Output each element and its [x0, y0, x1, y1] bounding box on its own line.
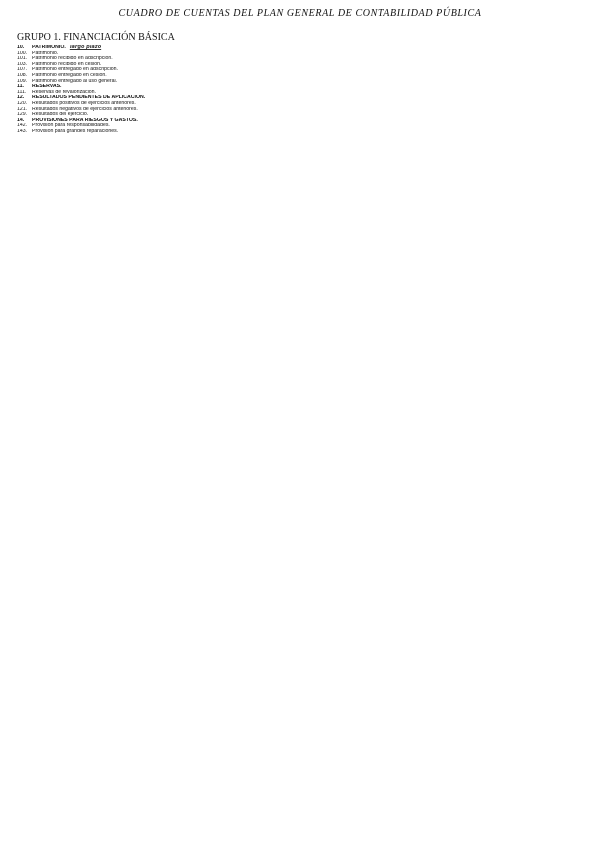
group-1-title: GRUPO 1. FINANCIACIÓN BÁSICA — [17, 32, 175, 43]
account-entry: 143. Provisión para grandes reparaciones. — [17, 128, 119, 134]
account-entry: 14. PROVISIONES PARA RIESGOS Y GASTOS. — [17, 117, 138, 123]
account-entry: 12. RESULTADOS PENDIENTES DE APLICACIÓN. — [17, 95, 146, 101]
account-entry: 101. Patrimonio recibido en adscripción. — [17, 56, 113, 62]
account-entry: 108. Patrimonio entregado en cesión. — [17, 72, 107, 78]
handwritten-annotation: largo plazo — [69, 45, 102, 50]
column-1 — [17, 32, 207, 135]
account-entry: 120. Resultados positivos de ejercicios anteriores. — [17, 100, 136, 106]
account-entry: 121. Resultados negativos de ejercicios anteriores. — [17, 106, 138, 112]
account-entry: 10. PATRIMONIO. largo plazo — [17, 45, 102, 50]
page-title: CUADRO DE CUENTAS DEL PLAN GENERAL DE CONTABILIDAD PÚBLICA — [118, 8, 482, 19]
account-entry: 142. Provisión para responsabilidades. — [17, 123, 110, 129]
account-entry: 129. Resultados del ejercicio. — [17, 112, 89, 118]
account-entry: 100. Patrimonio. — [17, 50, 59, 56]
account-entry: 103. Patrimonio recibido en cesión. — [17, 61, 102, 67]
account-entry: 11. RESERVAS. — [17, 84, 62, 90]
account-entry: 107. Patrimonio entregado en adscripción. — [17, 67, 118, 73]
account-entry: 111. Reservas de revalorización. — [17, 89, 97, 95]
account-entry: 109. Patrimonio entregado al uso general. — [17, 78, 118, 84]
